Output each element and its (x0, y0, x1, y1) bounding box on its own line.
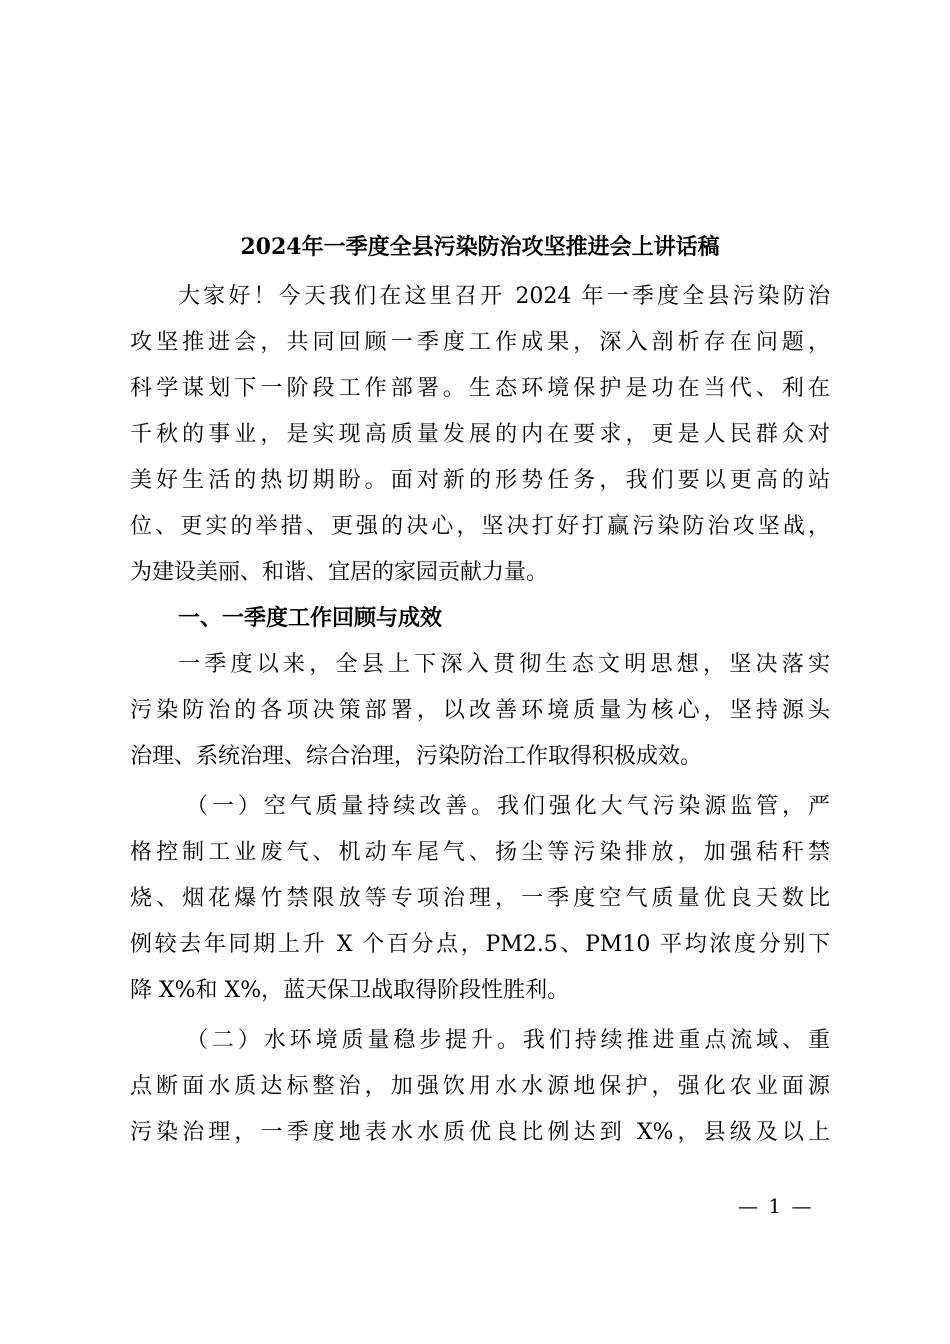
subsection2-line: 污染治理，一季度地表水水质优良比例达到 X%，县级及以上 (130, 1120, 830, 1145)
document-body (130, 274, 830, 1156)
intro-line: 攻坚推进会，共同回顾一季度工作成果，深入剖析存在问题， (130, 330, 830, 355)
subsection1-line: 格控制工业废气、机动车尾气、扬尘等污染排放，加强秸秆禁 (130, 840, 830, 865)
subsection2-line: 点断面水质达标整治，加强饮用水水源地保护，强化农业面源 (130, 1074, 830, 1099)
intro-line: 科学谋划下一阶段工作部署。生态环境保护是功在当代、利在 (130, 376, 830, 401)
subsection2-line: （二）水环境质量稳步提升。我们持续推进重点流域、重 (186, 1028, 830, 1053)
intro-line: 为建设美丽、和谐、宜居的家园贡献力量。 (130, 560, 549, 585)
intro-line: 千秋的事业，是实现高质量发展的内在要求，更是人民群众对 (130, 422, 830, 447)
subsection1-line: 降 X%和 X%，蓝天保卫战取得阶段性胜利。 (130, 978, 570, 1003)
intro-line: 大家好！今天我们在这里召开 2024 年一季度全县污染防治 (178, 284, 830, 309)
section1-line: 污染防治的各项决策部署，以改善环境质量为核心，坚持源头 (130, 698, 830, 723)
section1-line: 一季度以来，全县上下深入贯彻生态文明思想，坚决落实 (178, 652, 830, 677)
document-title: 2024年一季度全县污染防治攻坚推进会上讲话稿 (240, 234, 720, 260)
page-number: — 1 — (738, 1194, 814, 1218)
intro-line: 美好生活的热切期盼。面对新的形势任务，我们要以更高的站 (130, 468, 830, 493)
subsection1-line: （一）空气质量持续改善。我们强化大气污染源监管，严 (186, 794, 830, 819)
subsection1-line: 烧、烟花爆竹禁限放等专项治理，一季度空气质量优良天数比 (130, 886, 830, 911)
subsection1-line: 例较去年同期上升 X 个百分点，PM2.5、PM10 平均浓度分别下 (130, 932, 830, 957)
section1-line: 治理、系统治理、综合治理，污染防治工作取得积极成效。 (130, 744, 703, 769)
section-heading: 一、一季度工作回顾与成效 (178, 606, 443, 631)
intro-line: 位、更实的举措、更强的决心，坚决打好打赢污染防治攻坚战， (130, 514, 830, 539)
